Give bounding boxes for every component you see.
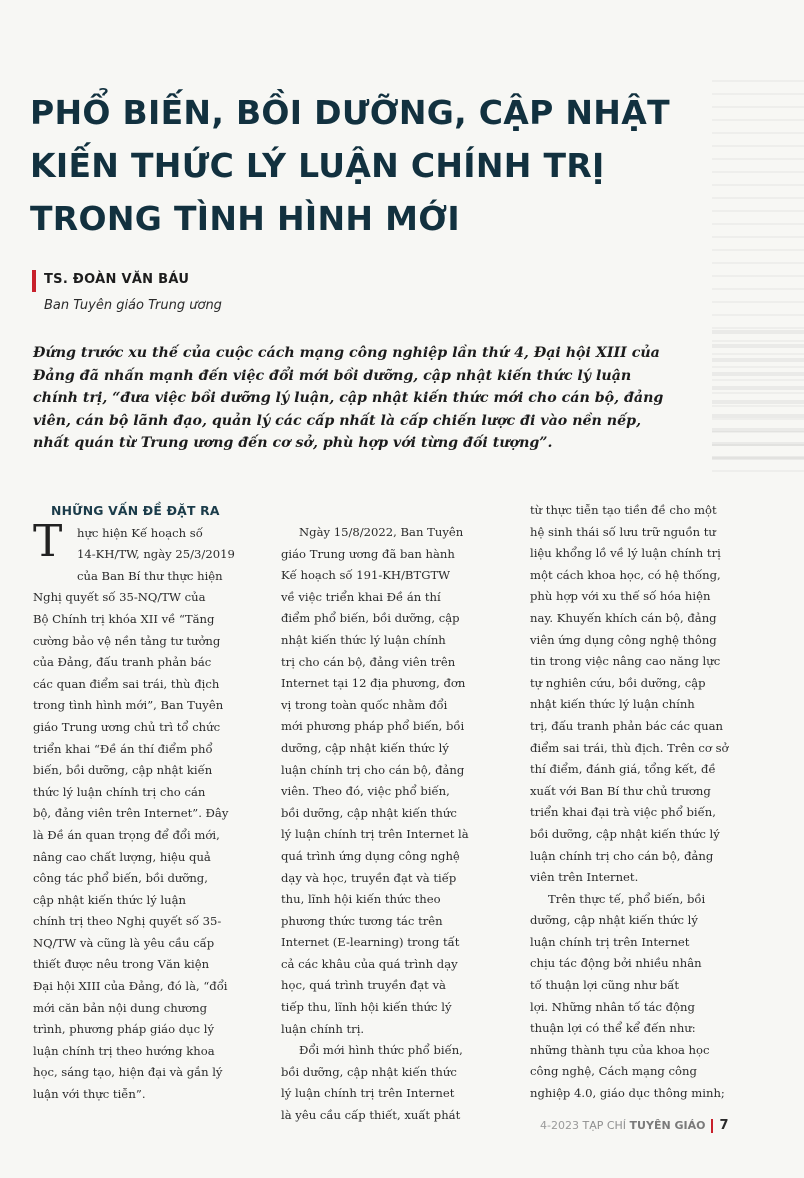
text-line: công tác phổ biến, bồi dưỡng, [33, 871, 208, 886]
text-line: mới phương pháp phổ biến, bồi [281, 719, 465, 734]
text-line: viên trên Internet. [530, 870, 639, 885]
body-column-2 [281, 522, 503, 1127]
text-line: cường bảo vệ nền tảng tư tưởng [33, 633, 221, 648]
author-name: TS. ĐOÀN VĂN BÁU [44, 272, 190, 287]
bleed-through-texture-dark [712, 330, 804, 460]
text-line: Nghị quyết số 35-NQ/TW của [33, 590, 206, 605]
magazine-name [582, 1119, 705, 1132]
text-line: cả các khâu của quá trình dạy [281, 956, 458, 971]
text-line: Đổi mới hình thức phổ biến, [299, 1043, 463, 1058]
text-line: Kế hoạch số 191-KH/BTGTW [281, 568, 451, 583]
text-line: điểm phổ biến, bồi dưỡng, cập [281, 611, 460, 626]
text-line: biến, bồi dưỡng, cập nhật kiến [33, 763, 213, 778]
text-line: chính trị theo Nghị quyết số 35- [33, 914, 222, 929]
text-line: vị trong toàn quốc nhằm đổi [281, 697, 448, 712]
text-line: luận chính trị cho cán bộ, đảng [530, 848, 714, 863]
text-line: luận với thực tiễn”. [33, 1087, 146, 1102]
text-line: nhật kiến thức lý luận chính [530, 697, 695, 712]
section-heading: NHỮNG VẤN ĐỀ ĐẶT RA [51, 503, 220, 518]
magazine-prefix: TẠP CHÍ [582, 1119, 627, 1132]
text-line: viên. Theo đó, việc phổ biến, [281, 784, 450, 799]
issue-number: 4-2023 [540, 1119, 579, 1132]
text-line: liệu khổng lồ về lý luận chính trị [530, 546, 721, 561]
text-line: bồi dưỡng, cập nhật kiến thức lý [530, 826, 720, 841]
text-line: quá trình ứng dụng công nghệ [281, 848, 460, 863]
text-line: giáo Trung ương đã ban hành [281, 546, 455, 561]
article-title [30, 86, 730, 245]
text-line: trị cho cán bộ, đảng viên trên [281, 654, 456, 669]
page-number: 7 [719, 1118, 729, 1133]
footer-divider [711, 1119, 713, 1133]
text-line: một cách khoa học, có hệ thống, [530, 567, 721, 582]
text-line: xuất với Ban Bí thư chủ trương [530, 783, 711, 798]
text-line: Trên thực tế, phổ biến, bồi [548, 891, 706, 906]
text-line: học, quá trình truyền đạt và [281, 978, 446, 993]
text-line: nay. Khuyến khích cán bộ, đảng [530, 610, 717, 625]
text-line: lý luận chính trị trên Internet là [281, 827, 469, 842]
body-column-1 [33, 500, 255, 1106]
text-line: nghiệp 4.0, giáo dục thông minh; [530, 1086, 725, 1101]
text-line: phương thức tương tác trên [281, 913, 443, 928]
text-line: thí điểm, đánh giá, tổng kết, đề [530, 762, 716, 777]
text-line: tố thuận lợi cũng như bất [530, 978, 679, 993]
lead-line: Đứng trước xu thế của cuộc cách mạng công nghiệp lần thứ 4, Đại hội XIII của [33, 345, 660, 361]
text-line: Bộ Chính trị khóa XII về “Tăng [33, 611, 215, 626]
text-line: Internet (E-learning) trong tất [281, 935, 460, 950]
text-line: Đại hội XIII của Đảng, đó là, “đổi [33, 979, 228, 994]
title-line: PHỔ BIẾN, BỒI DƯỠNG, CẬP NHẬT [30, 93, 670, 132]
text-line: dưỡng, cập nhật kiến thức lý [530, 913, 698, 928]
text-line: của Đảng, đấu tranh phản bác [33, 655, 212, 670]
text-line: trong tình hình mới”, Ban Tuyên [33, 698, 224, 713]
magazine-title: TUYÊN GIÁO [629, 1119, 706, 1132]
text-line: lợi. Những nhân tố tác động [530, 999, 695, 1014]
text-line: dưỡng, cập nhật kiến thức lý [281, 740, 449, 755]
text-line: hệ sinh thái số lưu trữ nguồn tư [530, 524, 716, 539]
text-line: tự nghiên cứu, bồi dưỡng, cập [530, 675, 706, 690]
author-accent-bar [32, 270, 36, 292]
text-line: thức lý luận chính trị cho cán [33, 784, 206, 799]
lead-line: chính trị, “đưa việc bồi dưỡng lý luận, cập nhật kiến thức mới cho cán bộ, đảng [33, 390, 664, 407]
author-organization: Ban Tuyên giáo Trung ương [44, 298, 222, 313]
text-line: điểm sai trái, thù địch. Trên cơ sở [530, 740, 729, 755]
text-line: luận chính trị cho cán bộ, đảng [281, 762, 465, 777]
text-line: là yêu cầu cấp thiết, xuất phát [281, 1108, 461, 1123]
text-line: thiết được nêu trong Văn kiện [33, 957, 210, 972]
text-line: Ngày 15/8/2022, Ban Tuyên [299, 525, 464, 539]
text-line: trình, phương pháp giáo dục lý [33, 1022, 215, 1037]
page-footer [540, 1118, 729, 1133]
body-column-3 [530, 500, 752, 1105]
text-line: bộ, đảng viên trên Internet”. Đây [33, 806, 229, 821]
text-line: từ thực tiễn tạo tiền đề cho một [530, 503, 717, 517]
text-line: luận chính trị. [281, 1021, 365, 1036]
text-line: luận chính trị trên Internet [530, 934, 690, 949]
text-line: bồi dưỡng, cập nhật kiến thức [281, 805, 457, 820]
text-line: Internet tại 12 địa phương, đơn [281, 676, 466, 691]
text-line: học, sáng tạo, hiện đại và gắn lý [33, 1065, 223, 1080]
text-line: 14-KH/TW, ngày 25/3/2019 [77, 547, 235, 562]
title-line: TRONG TÌNH HÌNH MỚI [30, 199, 460, 238]
text-line: phù hợp với xu thế số hóa hiện [530, 589, 711, 604]
text-line: bồi dưỡng, cập nhật kiến thức [281, 1064, 457, 1079]
text-line: hực hiện Kế hoạch số [77, 525, 203, 540]
text-line: dạy và học, truyền đạt và tiếp [281, 870, 457, 885]
text-line: lý luận chính trị trên Internet [281, 1086, 455, 1101]
text-line: triển khai “Đề án thí điểm phổ [33, 741, 213, 756]
lead-line: Đảng đã nhấn mạnh đến việc đổi mới bồi dưỡng, cập nhật kiến thức lý luận [33, 367, 632, 384]
text-line: về việc triển khai Đề án thí [281, 589, 441, 604]
text-line: thu, lĩnh hội kiến thức theo [281, 892, 441, 907]
lead-line: nhất quán từ Trung ương đến cơ sở, phù hợp với từng đối tượng”. [33, 435, 553, 452]
text-line: nâng cao chất lượng, hiệu quả [33, 849, 211, 864]
text-line: tiếp thu, lĩnh hội kiến thức lý [281, 1000, 452, 1015]
text-line: nhật kiến thức lý luận chính [281, 632, 446, 647]
lead-paragraph [33, 342, 693, 455]
title-line: KIẾN THỨC LÝ LUẬN CHÍNH TRỊ [30, 146, 605, 185]
text-line: các quan điểm sai trái, thù địch [33, 676, 220, 691]
text-line: mới căn bản nội dung chương [33, 1000, 208, 1015]
text-line: viên ứng dụng công nghệ thông [530, 632, 717, 647]
text-line: NQ/TW và cũng là yêu cầu cấp [33, 935, 215, 950]
text-line: triển khai đại trà việc phổ biến, [530, 805, 716, 820]
text-line: trị, đấu tranh phản bác các quan [530, 718, 724, 733]
text-line: chịu tác động bởi nhiều nhân [530, 956, 702, 971]
drop-cap: T [33, 516, 63, 567]
text-line: cập nhật kiến thức lý luận [33, 892, 186, 907]
text-line: tin trong việc nâng cao năng lực [530, 654, 721, 669]
lead-line: viên, cán bộ lãnh đạo, quản lý các cấp nhất là cấp chiến lược đi vào nền nếp, [33, 412, 642, 429]
text-line: thuận lợi có thể kể đến như: [530, 1021, 696, 1036]
text-line: công nghệ, Cách mạng công [530, 1064, 697, 1079]
text-line: những thành tựu của khoa học [530, 1042, 710, 1057]
text-line: luận chính trị theo hướng khoa [33, 1043, 215, 1058]
text-line: giáo Trung ương chủ trì tổ chức [33, 719, 221, 734]
text-line: là Đề án quan trọng để đổi mới, [33, 827, 220, 842]
text-line: của Ban Bí thư thực hiện [77, 568, 223, 583]
